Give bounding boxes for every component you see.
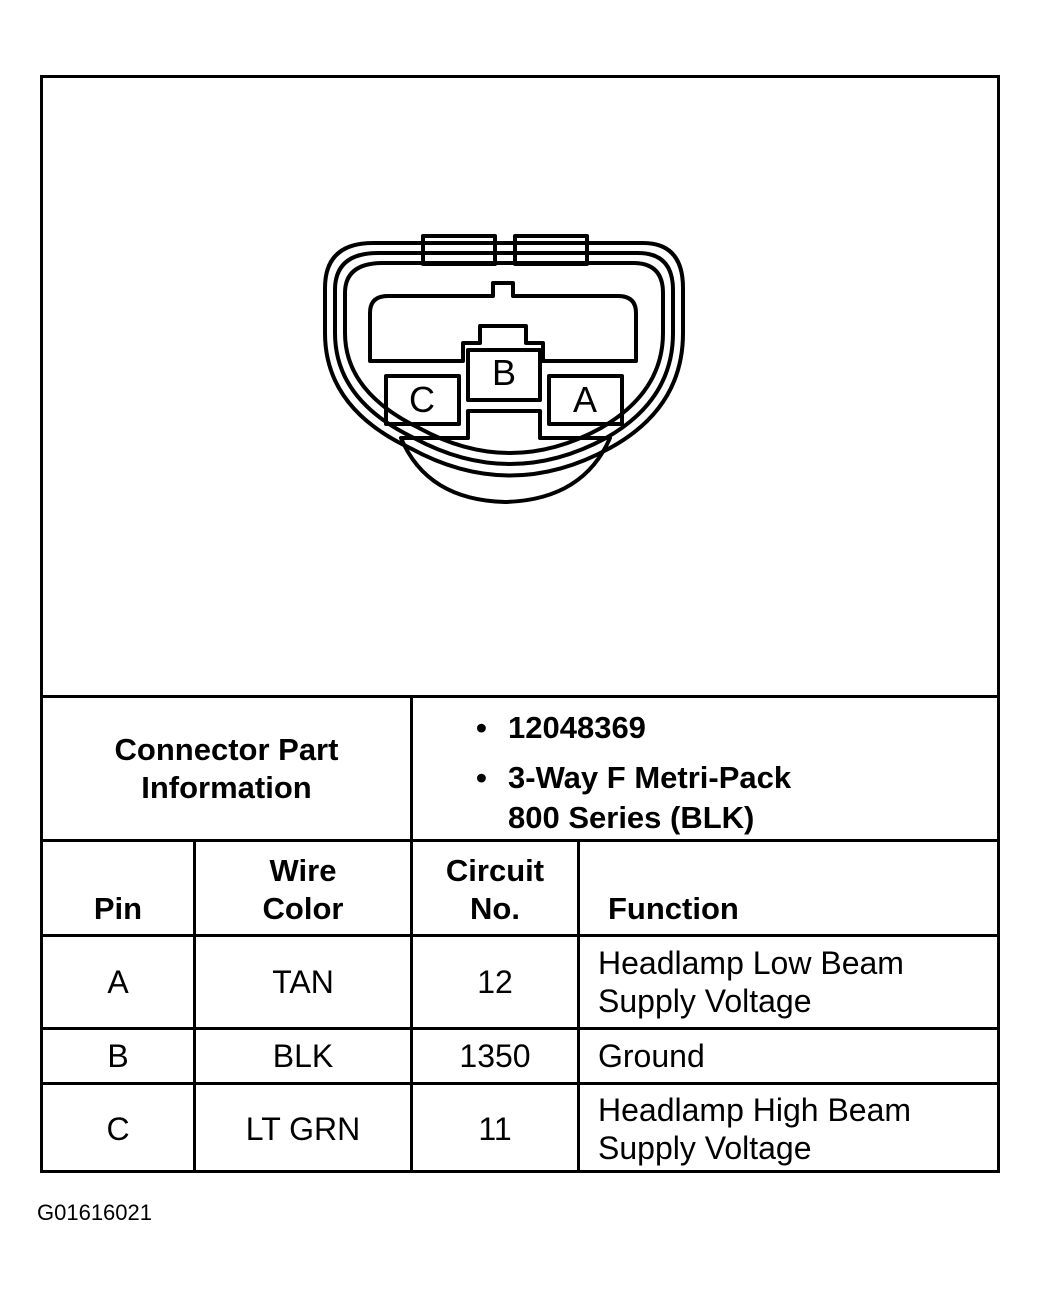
bullet-dot: • xyxy=(476,710,487,745)
row-c-circuit: 11 xyxy=(478,1111,512,1147)
row-a-function: Headlamp Low Beam Supply Voltage xyxy=(598,945,904,1019)
row-a-wire: TAN xyxy=(272,964,334,1000)
part-number-item xyxy=(476,708,791,748)
connector-figure-frame xyxy=(40,75,1000,1173)
row-a-pin: A xyxy=(107,964,129,1000)
row-c-wire: LT GRN xyxy=(245,1111,361,1147)
divider-partinfo-vertical xyxy=(410,698,413,840)
row-b-pin: B xyxy=(107,1038,129,1074)
part-number: 12048369 xyxy=(508,710,646,745)
row-c-function: Headlamp High Beam Supply Voltage xyxy=(598,1092,912,1166)
connector-type-item-cont xyxy=(476,798,791,838)
connector-lock-tab-left xyxy=(423,236,495,264)
connector-part-info-label xyxy=(43,698,410,839)
row-b-circuit: 1350 xyxy=(459,1038,531,1074)
header-function: Function xyxy=(608,891,739,926)
part-info-label-line1: Connector Part xyxy=(114,731,339,767)
pin-label-b: B xyxy=(491,352,517,393)
bullet-dot: • xyxy=(476,760,487,795)
row-c-pin: C xyxy=(106,1111,130,1147)
pin-label-c: C xyxy=(409,379,435,420)
connector-face-svg xyxy=(43,78,997,696)
row-b-function: Ground xyxy=(598,1038,705,1074)
part-info-bullets xyxy=(476,708,791,838)
header-pin: Pin xyxy=(93,891,143,926)
pin-label-a: A xyxy=(572,379,598,420)
figure-id: G01616021 xyxy=(37,1200,152,1225)
part-info-label-line2: Information xyxy=(141,769,312,805)
connector-face-diagram xyxy=(43,78,997,696)
row-a-circuit: 12 xyxy=(477,964,513,1000)
connector-type-item xyxy=(476,758,791,798)
row-b-wire: BLK xyxy=(272,1038,334,1074)
connector-type-line1: 3-Way F Metri-Pack xyxy=(508,760,792,795)
connector-type-line2: 800 Series (BLK) xyxy=(508,800,755,835)
header-circuit-no: Circuit No. xyxy=(445,853,545,926)
header-wire-color: Wire Color xyxy=(262,853,344,926)
connector-lock-tab-right xyxy=(515,236,587,264)
